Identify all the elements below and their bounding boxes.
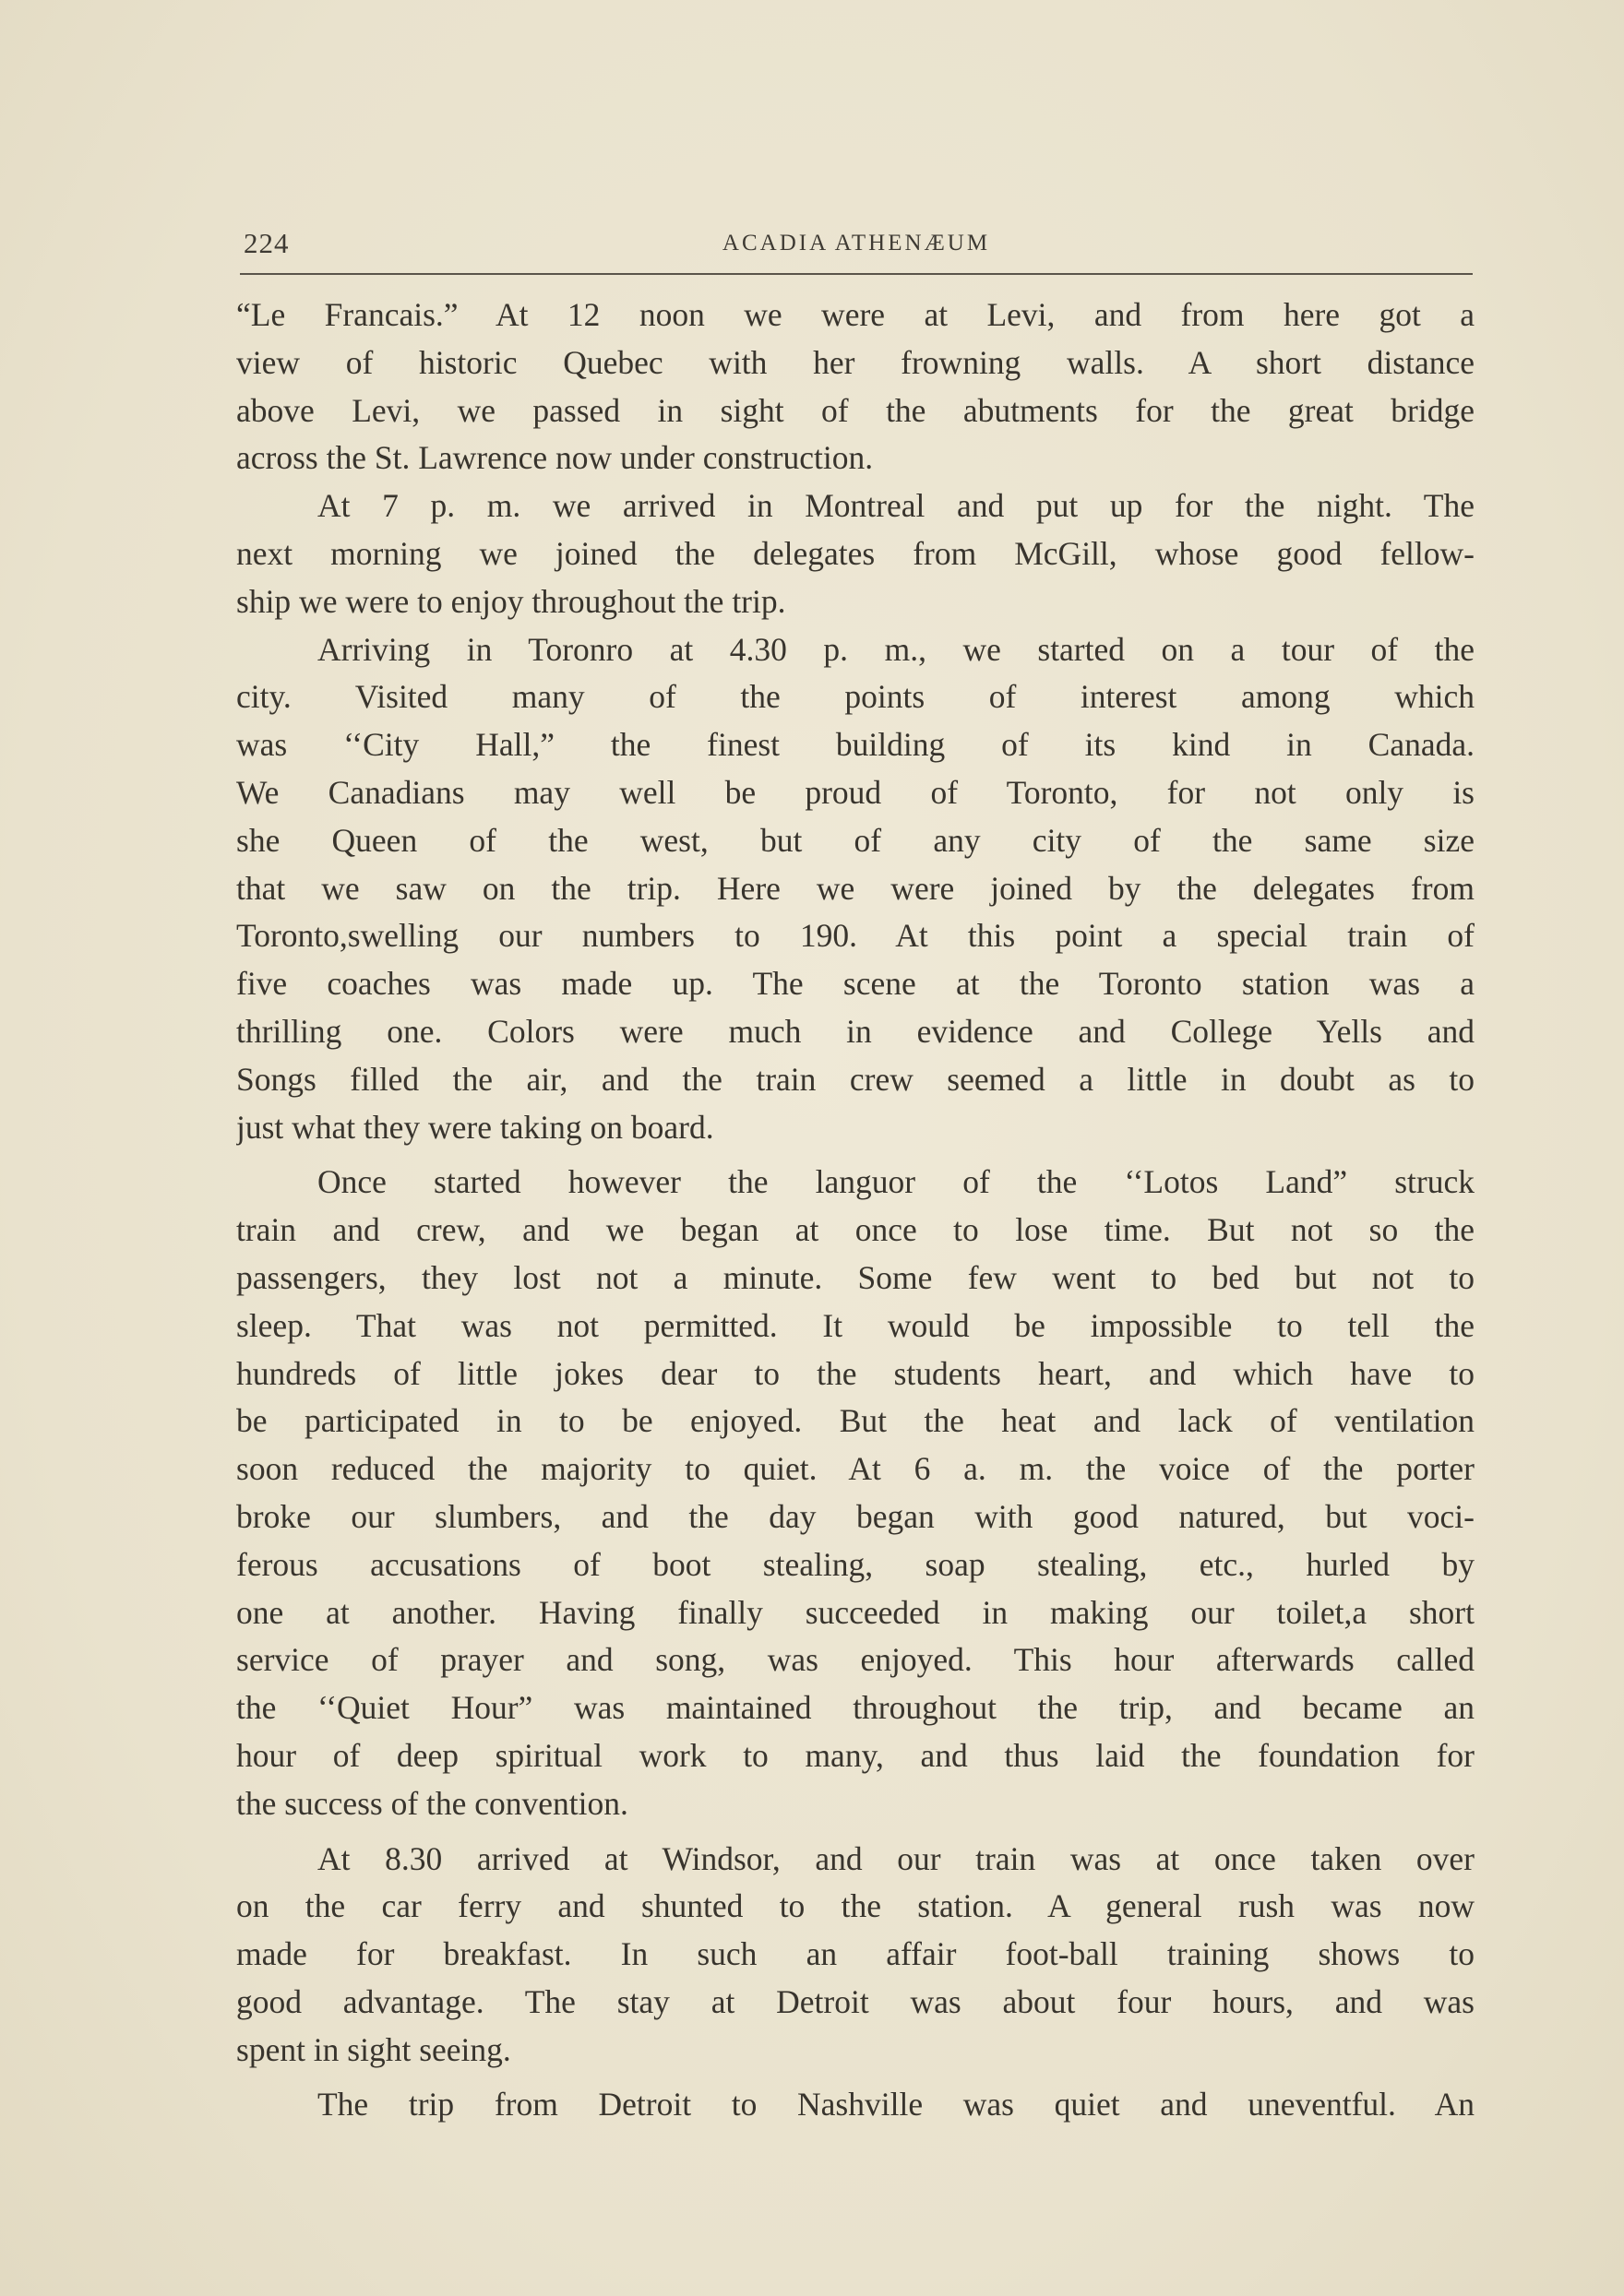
text-line: The trip from Detroit to Nashville was quiet and uneventful. An bbox=[317, 2086, 1475, 2124]
text-line: sleep. That was not permitted. It would be impossible to tell the bbox=[236, 1306, 1475, 1344]
text-line: five coaches was made up. The scene at the Toronto station was a bbox=[236, 965, 1475, 1003]
text-line: made for breakfast. In such an affair foot-ball training shows to bbox=[236, 1935, 1475, 1973]
text-line: hundreds of little jokes dear to the students heart, and which have to bbox=[236, 1354, 1475, 1392]
text-line: Toronto,swelling our numbers to 190. At this point a special train of bbox=[236, 917, 1475, 955]
page-number: 224 bbox=[244, 227, 290, 259]
text-line: broke our slumbers, and the day began with good natured, but voci- bbox=[236, 1497, 1475, 1535]
text-line: the success of the convention. bbox=[236, 1784, 628, 1822]
text-line: on the car ferry and shunted to the station. A general rush was now bbox=[236, 1887, 1475, 1925]
text-line: hour of deep spiritual work to many, and thus laid the foundation for bbox=[236, 1736, 1475, 1774]
text-line: next morning we joined the delegates from McGill, whose good fellow- bbox=[236, 534, 1475, 572]
text-line: train and crew, and we began at once to lose time. But not so the bbox=[236, 1211, 1475, 1249]
text-line: view of historic Quebec with her frowning walls. A short distance bbox=[236, 343, 1475, 381]
text-line: Once started however the languor of the ‘‘Lotos Land” struck bbox=[317, 1163, 1475, 1201]
text-line: city. Visited many of the points of interest among which bbox=[236, 678, 1475, 716]
text-line: the ‘‘Quiet Hour” was maintained throughout the trip, and became an bbox=[236, 1689, 1475, 1727]
text-line: soon reduced the majority to quiet. At 6 a. m. the voice of the porter bbox=[236, 1450, 1475, 1488]
text-line: across the St. Lawrence now under construction. bbox=[236, 439, 874, 477]
text-line: passengers, they lost not a minute. Some few went to bed but not to bbox=[236, 1258, 1475, 1296]
text-line: ferous accusations of boot stealing, soap stealing, etc., hurled by bbox=[236, 1545, 1475, 1583]
text-line: At 7 p. m. we arrived in Montreal and put up for the night. The bbox=[317, 487, 1475, 525]
text-line: ship we were to enjoy throughout the trip. bbox=[236, 582, 786, 620]
text-line: that we saw on the trip. Here we were joined by the delegates from bbox=[236, 869, 1475, 907]
text-line: We Canadians may well be proud of Toronto, for not only is bbox=[236, 773, 1475, 811]
text-line: spent in sight seeing. bbox=[236, 2030, 511, 2068]
page-header bbox=[240, 221, 1473, 273]
text-line: Arriving in Toronro at 4.30 p. m., we started on a tour of the bbox=[317, 630, 1475, 668]
text-line: was ‘‘City Hall,” the finest building of its kind in Canada. bbox=[236, 726, 1475, 764]
text-line: one at another. Having finally succeeded in making our toilet,a short bbox=[236, 1593, 1475, 1631]
text-line: “Le Francais.” At 12 noon we were at Levi, and from here got a bbox=[236, 296, 1475, 333]
text-line: above Levi, we passed in sight of the abutments for the great bridge bbox=[236, 391, 1475, 429]
text-line: just what they were taking on board. bbox=[236, 1108, 714, 1146]
text-line: good advantage. The stay at Detroit was about four hours, and was bbox=[236, 1982, 1475, 2020]
text-line: service of prayer and song, was enjoyed. This hour afterwards called bbox=[236, 1641, 1475, 1679]
running-title: ACADIA ATHENÆUM bbox=[722, 231, 991, 256]
text-line: Songs filled the air, and the train crew seemed a little in doubt as to bbox=[236, 1060, 1475, 1098]
text-line: thrilling one. Colors were much in evidence and College Yells and bbox=[236, 1012, 1475, 1050]
text-line: she Queen of the west, but of any city of the same size bbox=[236, 821, 1475, 859]
text-line: At 8.30 arrived at Windsor, and our train was at once taken over bbox=[317, 1839, 1475, 1877]
article-body bbox=[236, 291, 1475, 2129]
header-rule bbox=[240, 273, 1473, 275]
text-line: be participated in to be enjoyed. But the heat and lack of ventilation bbox=[236, 1402, 1475, 1440]
